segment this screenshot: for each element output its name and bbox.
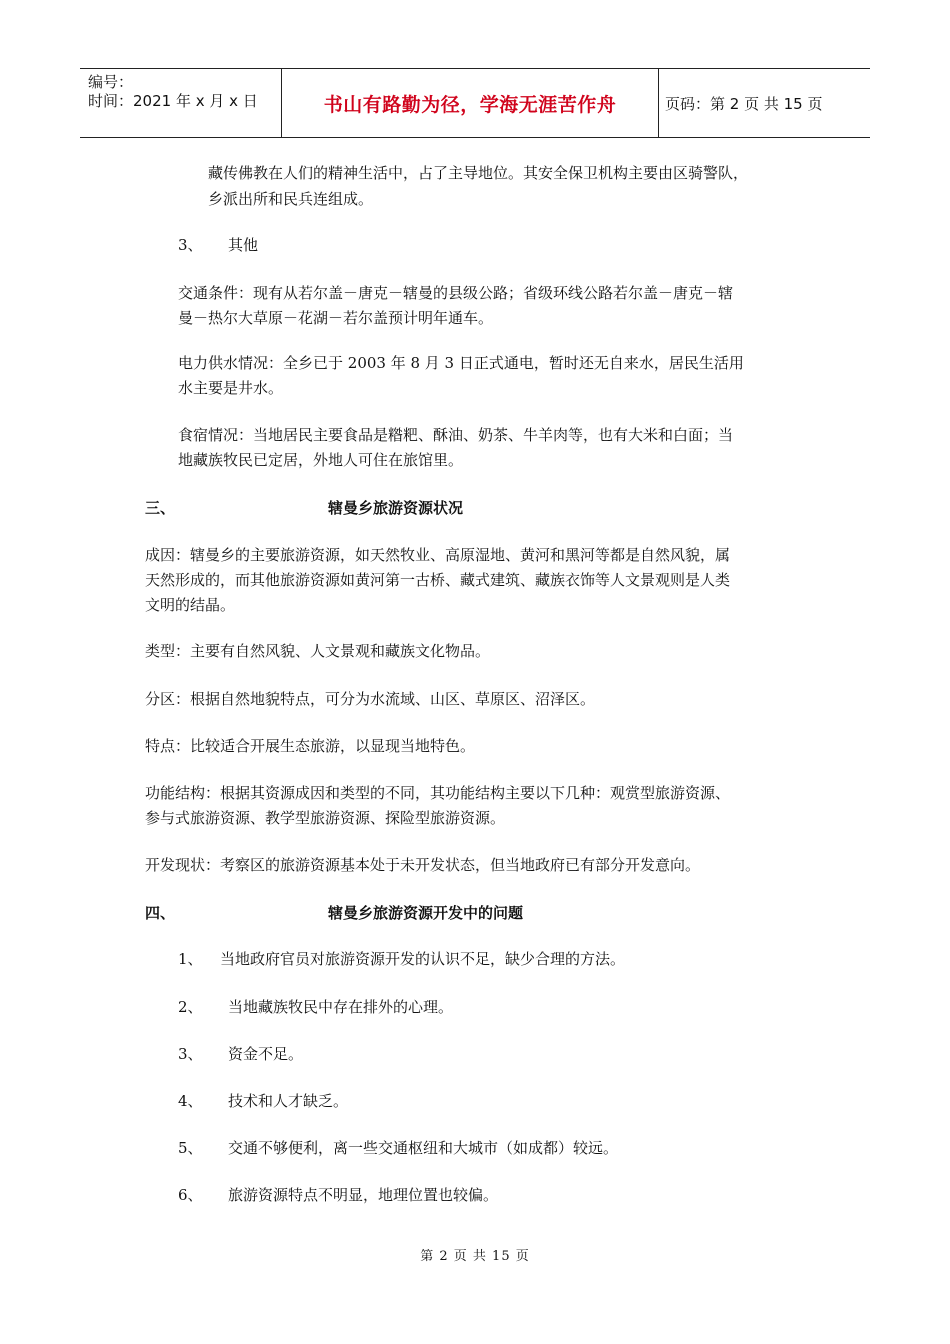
sec3-title: 其他	[228, 236, 259, 254]
traffic-line-2: 曼－热尔大草原－花湖－若尔盖预计明年通车。	[178, 309, 494, 327]
header-table	[80, 68, 870, 138]
time-label: 时间：2021 年 x 月 x 日	[88, 92, 258, 110]
problem-text: 旅游资源特点不明显，地理位置也较偏。	[228, 1186, 499, 1204]
food-line-2: 地藏族牧民已定居，外地人可住在旅馆里。	[178, 451, 464, 469]
header-meta	[80, 69, 282, 137]
food-line-1: 食宿情况：当地居民主要食品是糌粑、酥油、奶茶、牛羊肉等，也有大米和白面；当	[178, 426, 734, 444]
cause-line-2: 天然形成的，而其他旅游资源如黄河第一古桥、藏式建筑、藏族衣饰等人文景观则是人类	[145, 571, 731, 589]
page-footer: 第 2 页 共 15 页	[420, 1249, 530, 1264]
feature-line: 特点：比较适合开展生态旅游，以显现当地特色。	[145, 737, 476, 755]
traffic-line-1: 交通条件：现有从若尔盖－唐克－辖曼的县级公路；省级环线公路若尔盖－唐克－辖	[178, 284, 734, 302]
header-page-info: 页码：第 2 页 共 15 页	[665, 94, 823, 113]
problem-number: 2、	[178, 998, 203, 1016]
part3-title: 辖曼乡旅游资源状况	[328, 499, 464, 517]
problem-number: 4、	[178, 1092, 203, 1110]
power-line-1: 电力供水情况：全乡已于 2003 年 8 月 3 日正式通电，暂时还无自来水，居民生活用	[178, 354, 744, 372]
status-line: 开发现状：考察区的旅游资源基本处于未开发状态，但当地政府已有部分开发意向。	[145, 856, 701, 874]
intro-line-1: 藏传佛教在人们的精神生活中，占了主导地位。其安全保卫机构主要由区骑警队，	[208, 164, 749, 182]
problem-number: 6、	[178, 1186, 203, 1204]
problem-text: 当地藏族牧民中存在排外的心理。	[228, 998, 454, 1016]
cause-line-3: 文明的结晶。	[145, 596, 236, 614]
problem-text: 资金不足。	[228, 1045, 304, 1063]
problem-number: 3、	[178, 1045, 203, 1063]
problem-text: 交通不够便利，离一些交通枢纽和大城市（如成都）较远。	[228, 1139, 619, 1157]
part4-number: 四、	[145, 904, 176, 922]
problem-text: 技术和人才缺乏。	[228, 1092, 349, 1110]
type-line: 类型：主要有自然风貌、人文景观和藏族文化物品。	[145, 642, 491, 660]
number-label: 编号：	[88, 73, 134, 91]
problem-number: 5、	[178, 1139, 203, 1157]
part4-title: 辖曼乡旅游资源开发中的问题	[328, 904, 524, 922]
function-line-2: 参与式旅游资源、教学型旅游资源、探险型旅游资源。	[145, 809, 506, 827]
sec3-number: 3、	[178, 236, 203, 254]
problem-number: 1、	[178, 950, 203, 968]
cause-line-1: 成因：辖曼乡的主要旅游资源，如天然牧业、高原湿地、黄河和黑河等都是自然风貌，属	[145, 546, 731, 564]
header-motto: 书山有路勤为径，学海无涯苦作舟	[282, 69, 659, 137]
intro-line-2: 乡派出所和民兵连组成。	[208, 190, 374, 208]
zone-line: 分区：根据自然地貌特点，可分为水流域、山区、草原区、沼泽区。	[145, 690, 596, 708]
power-line-2: 水主要是井水。	[178, 379, 284, 397]
problem-text: 当地政府官员对旅游资源开发的认识不足，缺少合理的方法。	[220, 950, 626, 968]
function-line-1: 功能结构：根据其资源成因和类型的不同，其功能结构主要以下几种：观赏型旅游资源、	[145, 784, 731, 802]
part3-number: 三、	[145, 499, 176, 517]
